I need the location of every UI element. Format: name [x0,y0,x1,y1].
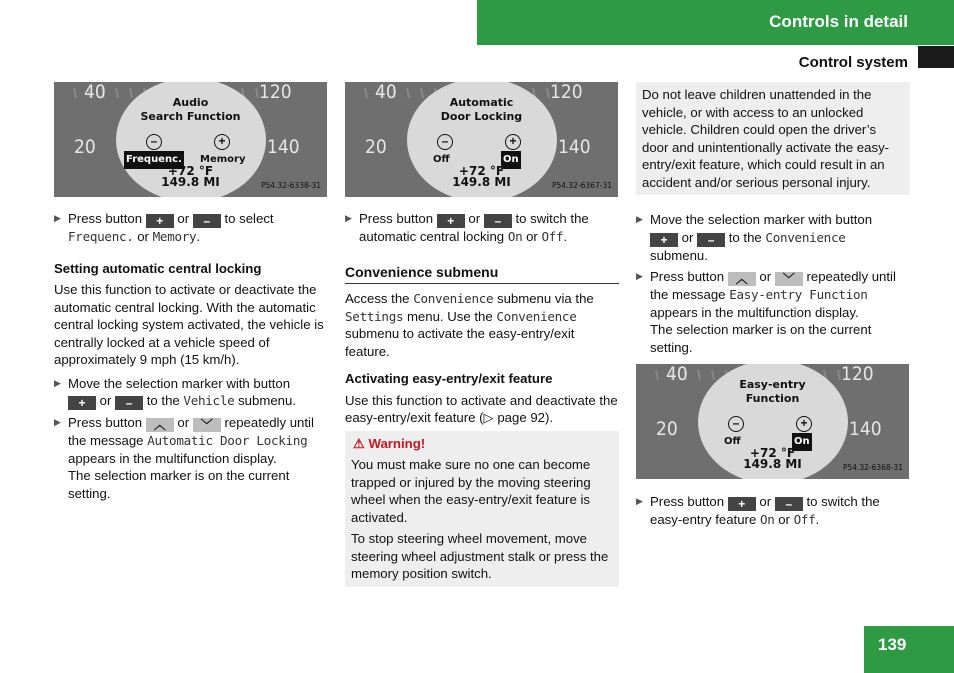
note-text: The selection marker is on the current setting. [650,322,872,355]
subheading: Setting automatic central locking [54,260,262,276]
chapter-title: Controls in detail [769,12,908,31]
up-button-icon: ︿ [146,418,174,432]
page-number-box [864,626,954,673]
figure-code: P54.32-6368-31 [842,462,903,472]
paragraph: Use this function to activate and deactivate the easy-entry/exit feature (▷ page 92). [345,392,618,425]
gauge-number: 120 [841,364,874,385]
warning-icon: ⚠ [353,435,365,451]
option-left: Off [724,436,741,447]
option-left: Frequenc. [124,151,184,169]
option-right: On [501,151,521,169]
instruction-step: ▶ Press button + or – to switch the easy-entry feature On or Off. [636,494,880,527]
gauge-number: 20 [74,136,96,158]
column-3 [636,82,910,533]
instruction-step: ▶ Move the selection marker with button + or – to the Convenience submenu. [636,212,873,263]
minus-button-icon: – [115,396,143,410]
subheading: Activating easy-entry/exit feature [345,371,553,386]
instruction-step: ▶ Press button + or – to select Frequenc. or Memory. [54,211,274,244]
gauge-number: 40 [84,82,106,103]
gauge-number: 20 [365,136,387,158]
odometer-readout: 149.8 MI [161,175,220,189]
display-text: Memory [152,229,197,244]
warning-box [345,431,619,587]
column-2 [345,82,619,587]
display-text: Convenience [765,229,846,245]
minus-icon: – [437,134,453,150]
caution-box: Do not leave children unattended in the vehicle, or with access to an unlocked vehicle. Children could open the driver’s door and unintentionally activate the easy-entry/exit feature, which could result in an accident and/or serious personal injury. [636,82,910,195]
plus-icon: + [505,134,521,150]
bullet-icon: ▶ [54,417,61,427]
plus-button-icon: + [146,214,174,228]
instruction-step: ▶ Press button ︿ or ﹀ repeatedly until the message Automatic Door Locking appears in the multifunction display. The selection marker is on the current setting. [54,415,314,501]
figure-code: P54.32-6367-31 [551,180,612,190]
odometer-readout: 149.8 MI [743,457,802,471]
display-text: Vehicle [183,393,235,408]
plus-button-icon: + [68,396,96,410]
display-text: Off [541,229,564,244]
option-left: Off [433,154,450,165]
instrument-cluster-image [636,364,909,479]
plus-button-icon: + [437,214,465,228]
instruction-step: ▶ Move the selection marker with button + or – to the Vehicle submenu. [54,375,296,410]
paragraph: Access the Convenience submenu via the Settings menu. Use the Convenience submenu to activate the easy-entry/exit feature. [345,291,594,359]
display-line: Automatic [449,96,514,109]
bullet-icon: ▶ [636,214,643,224]
minus-button-icon: – [697,233,725,247]
section-tab [918,46,954,68]
warning-text: You must make sure no one can become trapped or injured by the moving steering wheel when the easy-entry/exit feature is activated. [351,457,591,525]
gauge-number: 20 [656,418,678,440]
bullet-icon: ▶ [345,213,352,223]
page-number: 139 [878,635,907,654]
minus-icon: – [146,134,162,150]
warning-text: To stop steering wheel movement, move steering wheel adjustment stalk or press the memory position switch. [351,531,609,581]
bullet-icon: ▶ [54,213,61,223]
paragraph: Use this function to activate or deactivate the automatic central locking. With the automatic central locking system activated, the vehicle is centrally locked at a vehicle speed of approximately 9 mph (15 km/h). [54,282,324,367]
gauge-number: 140 [849,418,882,440]
minus-icon: – [728,416,744,432]
section-heading: Convenience submenu [345,264,619,285]
note-text: The selection marker is on the current setting. [68,468,290,501]
display-text: Automatic Door Locking [147,433,308,448]
minus-button-icon: – [484,214,512,228]
figure-code: P54.32-6338-31 [260,180,321,190]
up-button-icon: ︿ [728,272,756,286]
gauge-number: 120 [550,82,583,103]
option-right: On [792,433,812,451]
display-line: Door Locking [440,110,523,123]
instrument-cluster-image [345,82,618,197]
plus-button-icon: + [728,497,756,511]
display-line: Search Function [140,110,241,123]
warning-title: Warning! [368,435,426,451]
instrument-cluster-image [54,82,327,197]
down-button-icon: ﹀ [775,272,803,286]
display-text: Frequenc. [68,229,134,244]
display-line: Easy-entry [739,378,806,391]
minus-button-icon: – [193,214,221,228]
display-text: Easy-entry Function [729,287,868,302]
instruction-step: ▶ Press button ︿ or ﹀ repeatedly until the message Easy-entry Function appears in the multifunction display. The selection marker is on the current setting. [636,269,896,355]
temperature-readout: +72 °F [458,164,505,178]
plus-icon: + [214,134,230,150]
gauge-number: 40 [375,82,397,103]
minus-button-icon: – [775,497,803,511]
gauge-number: 40 [666,364,688,385]
bullet-icon: ▶ [636,271,643,281]
option-right: Memory [200,154,246,165]
display-line: Audio [172,96,209,109]
temperature-readout: +72 °F [749,446,796,460]
plus-icon: + [796,416,812,432]
display-text: On [507,229,523,244]
gauge-number: 140 [558,136,591,158]
gauge-number: 120 [259,82,292,103]
plus-button-icon: + [650,233,678,247]
section-title: Control system [798,54,908,71]
display-line: Function [745,392,800,405]
display-text: On [759,512,775,527]
temperature-readout: +72 °F [167,164,214,178]
bullet-icon: ▶ [636,496,643,506]
column-1 [54,82,328,506]
bullet-icon: ▶ [54,377,61,388]
instruction-step: ▶ Press button + or – to switch the automatic central locking On or Off. [345,211,589,244]
down-button-icon: ﹀ [193,418,221,432]
odometer-readout: 149.8 MI [452,175,511,189]
gauge-number: 140 [267,136,300,158]
display-text: Off [793,512,816,527]
